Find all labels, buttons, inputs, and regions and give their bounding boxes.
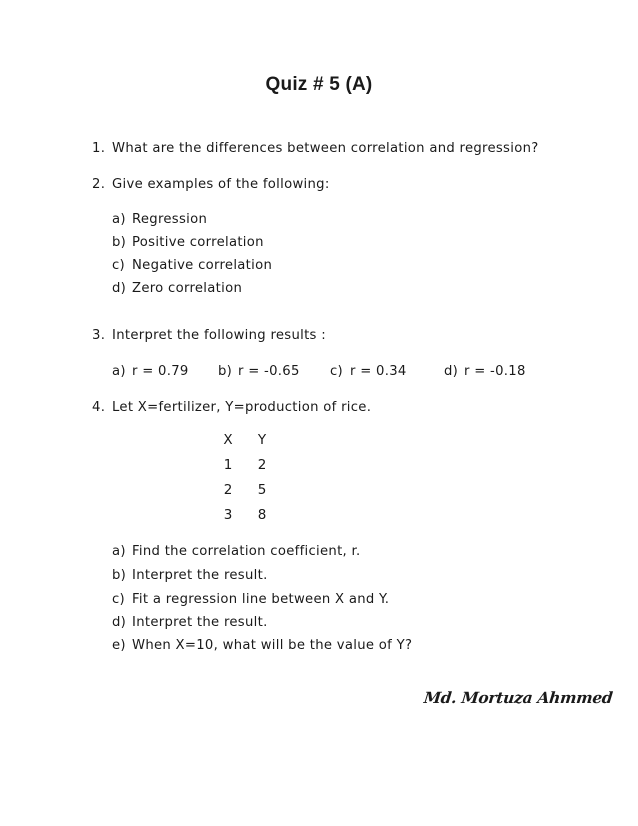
- item-letter: c): [112, 258, 125, 273]
- question-2-item-d: [112, 281, 242, 296]
- table-cell: 2: [257, 457, 267, 473]
- result-letter: d): [444, 364, 459, 379]
- item-letter: d): [112, 281, 127, 296]
- question-4-text: Let X=fertilizer, Y=production of rice.: [112, 400, 372, 415]
- item-letter: e): [112, 638, 126, 653]
- item-letter: a): [112, 544, 126, 559]
- question-1-text: What are the differences between correlation and regression?: [112, 141, 539, 156]
- result-b: [218, 364, 300, 379]
- question-3-text: Interpret the following results :: [112, 328, 326, 343]
- item-text: Negative correlation: [132, 258, 273, 273]
- item-letter: d): [112, 615, 127, 630]
- question-2-item-c: [112, 258, 272, 273]
- result-value: r = -0.18: [464, 364, 526, 379]
- result-letter: c): [330, 364, 343, 379]
- item-text: Positive correlation: [132, 235, 264, 250]
- result-letter: a): [112, 364, 126, 379]
- question-2-number: 2.: [92, 177, 106, 192]
- item-text: Zero correlation: [132, 281, 243, 296]
- question-2-item-a: [112, 212, 207, 227]
- table-header-x: X: [223, 432, 233, 448]
- question-2-item-b: [112, 235, 264, 250]
- question-1-number: 1.: [92, 141, 106, 156]
- table-cell: 2: [223, 482, 233, 498]
- question-4-number: 4.: [92, 400, 106, 415]
- result-value: r = 0.79: [132, 364, 189, 379]
- item-letter: b): [112, 568, 127, 583]
- item-text: When X=10, what will be the value of Y?: [132, 638, 413, 653]
- result-value: r = 0.34: [350, 364, 407, 379]
- result-c: [330, 364, 407, 379]
- item-text: Interpret the result.: [132, 568, 268, 583]
- table-cell: 8: [257, 507, 267, 523]
- question-4-item-e: [112, 638, 412, 653]
- result-d: [444, 364, 526, 379]
- author-signature: Md. Mortuza Ahmmed: [423, 688, 614, 707]
- question-3: [92, 328, 326, 343]
- question-4-item-a: [112, 544, 361, 559]
- result-a: [112, 364, 189, 379]
- table-cell: 3: [223, 507, 233, 523]
- item-letter: c): [112, 592, 125, 607]
- item-text: Interpret the result.: [132, 615, 268, 630]
- question-3-number: 3.: [92, 328, 106, 343]
- item-letter: b): [112, 235, 127, 250]
- item-letter: a): [112, 212, 126, 227]
- question-2: [92, 177, 330, 192]
- item-text: Fit a regression line between X and Y.: [132, 592, 390, 607]
- table-cell: 5: [257, 482, 267, 498]
- question-1: [92, 141, 539, 156]
- question-4-item-b: [112, 568, 268, 583]
- question-4: [92, 400, 371, 415]
- question-2-text: Give examples of the following:: [112, 177, 330, 192]
- table-cell: 1: [223, 457, 233, 473]
- page-title: Quiz # 5 (A): [265, 74, 373, 95]
- result-value: r = -0.65: [238, 364, 300, 379]
- question-4-item-c: [112, 592, 389, 607]
- table-header-y: Y: [257, 432, 267, 448]
- item-text: Regression: [132, 212, 208, 227]
- result-letter: b): [218, 364, 233, 379]
- question-4-item-d: [112, 615, 268, 630]
- item-text: Find the correlation coefficient, r.: [132, 544, 361, 559]
